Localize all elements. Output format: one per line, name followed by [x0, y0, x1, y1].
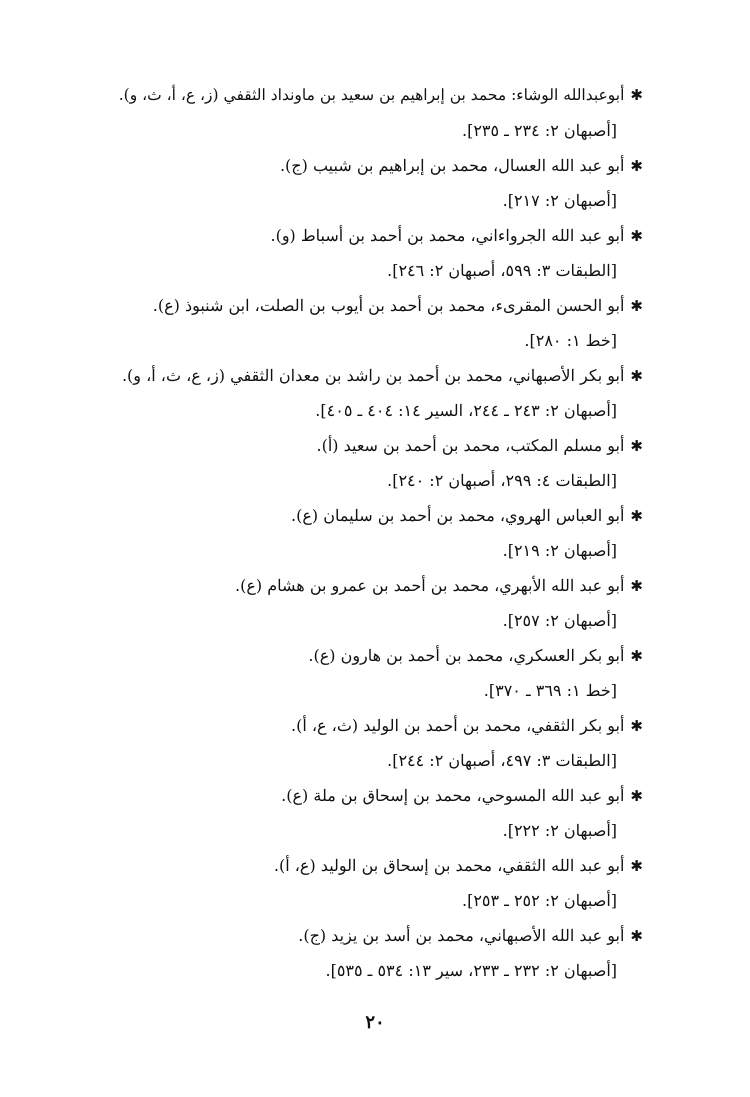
list-item — [103, 218, 643, 288]
entry-name: أبو بكر الثقفي، محمد بن أحمد بن الوليد (ث، ع، أ). — [291, 716, 625, 735]
asterisk-icon: ✱ — [630, 577, 643, 595]
asterisk-icon: ✱ — [630, 787, 643, 805]
asterisk-icon: ✱ — [630, 86, 643, 104]
list-item — [103, 638, 643, 708]
entry-reference: [أصبهان ٢: ٢١٩]. — [502, 541, 617, 560]
entries-list — [103, 78, 643, 988]
asterisk-icon: ✱ — [630, 717, 643, 735]
entry-reference: [خط ١: ٣٦٩ ـ ٣٧٠]. — [483, 681, 617, 700]
asterisk-icon: ✱ — [630, 857, 643, 875]
list-item — [103, 358, 643, 428]
asterisk-icon: ✱ — [630, 227, 643, 245]
asterisk-icon: ✱ — [630, 507, 643, 525]
list-item — [103, 918, 643, 988]
entry-reference: [أصبهان ٢: ٢٥٢ ـ ٢٥٣]. — [461, 891, 617, 910]
list-item — [103, 568, 643, 638]
asterisk-icon: ✱ — [630, 437, 643, 455]
asterisk-icon: ✱ — [630, 157, 643, 175]
entry-reference: [خط ١: ٢٨٠]. — [524, 331, 617, 350]
list-item — [103, 148, 643, 218]
entry-reference: [أصبهان ٢: ٢٥٧]. — [502, 611, 617, 630]
entry-name: أبو بكر العسكري، محمد بن أحمد بن هارون (ع). — [308, 646, 625, 665]
entry-reference: [أصبهان ٢: ٢٢٢]. — [502, 821, 617, 840]
list-item — [103, 708, 643, 778]
asterisk-icon: ✱ — [630, 297, 643, 315]
entry-reference: [أصبهان ٢: ٢٤٣ ـ ٢٤٤، السير ١٤: ٤٠٤ ـ ٤٠٥]. — [315, 401, 617, 420]
list-item — [103, 78, 643, 148]
entry-reference: [أصبهان ٢: ٢٣٤ ـ ٢٣٥]. — [461, 121, 617, 140]
list-item — [103, 848, 643, 918]
entry-name: أبو عبد الله المسوحي، محمد بن إسحاق بن ملة (ع). — [281, 786, 625, 805]
entry-name: أبو عبد الله العسال، محمد بن إبراهيم بن شبيب (ج). — [279, 156, 625, 175]
entry-reference: [أصبهان ٢: ٢٣٢ ـ ٢٣٣، سير ١٣: ٥٣٤ ـ ٥٣٥]. — [325, 961, 617, 980]
entry-name: أبو عبد الله الثقفي، محمد بن إسحاق بن الوليد (ع، أ). — [273, 856, 625, 875]
list-item — [103, 428, 643, 498]
entry-reference: [أصبهان ٢: ٢١٧]. — [502, 191, 617, 210]
entry-name: أبو العباس الهروي، محمد بن أحمد بن سليمان (ع). — [291, 506, 625, 525]
list-item — [103, 498, 643, 568]
entry-reference: [الطبقات ٤: ٢٩٩، أصبهان ٢: ٢٤٠]. — [387, 471, 617, 490]
entry-name: أبو بكر الأصبهاني، محمد بن أحمد بن راشد بن معدان الثقفي (ز، ع، ث، أ، و). — [121, 366, 625, 385]
entry-name: أبو عبد الله الأبهري، محمد بن أحمد بن عمرو بن هشام (ع). — [235, 576, 625, 595]
entry-reference: [الطبقات ٣: ٤٩٧، أصبهان ٢: ٢٤٤]. — [387, 751, 617, 770]
entry-name: أبو عبد الله الجرواءاني، محمد بن أحمد بن أسباط (و). — [270, 226, 625, 245]
entry-name: أبو مسلم المكتب، محمد بن أحمد بن سعيد (أ). — [316, 436, 625, 455]
entry-reference: [الطبقات ٣: ٥٩٩، أصبهان ٢: ٢٤٦]. — [387, 261, 617, 280]
asterisk-icon: ✱ — [630, 927, 643, 945]
asterisk-icon: ✱ — [630, 367, 643, 385]
list-item — [103, 288, 643, 358]
entry-name: أبو عبد الله الأصبهاني، محمد بن أسد بن يزيد (ج). — [298, 926, 625, 945]
entry-name: أبوعبدالله الوشاء: محمد بن إبراهيم بن سعيد بن ماونداد الثقفي (ز، ع، أ، ث، و). — [118, 86, 625, 104]
asterisk-icon: ✱ — [630, 647, 643, 665]
entry-name: أبو الحسن المقرىء، محمد بن أحمد بن أيوب بن الصلت، ابن شنبوذ (ع). — [152, 296, 625, 315]
page-number: ٢٠ — [365, 1012, 385, 1033]
list-item — [103, 778, 643, 848]
